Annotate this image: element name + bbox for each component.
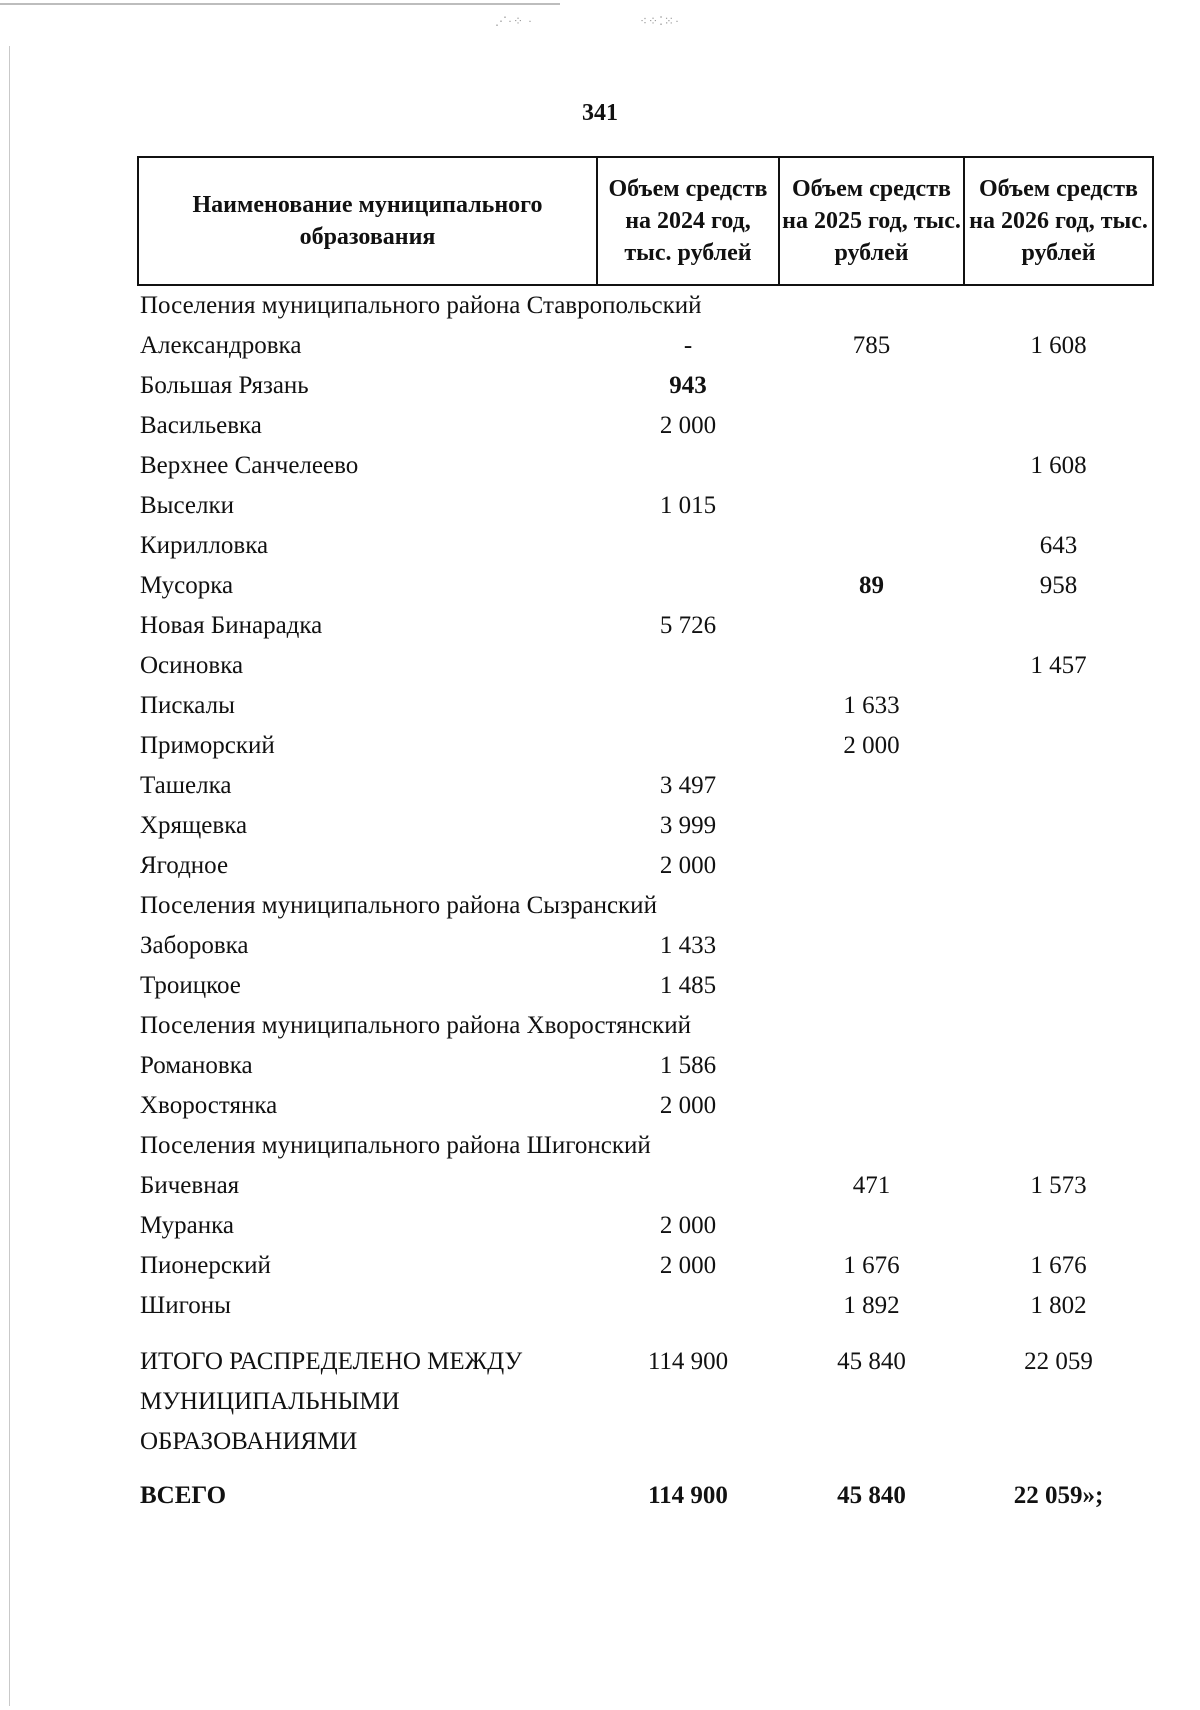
volume-2024 <box>597 446 779 486</box>
volume-2025 <box>779 1046 964 1086</box>
page-number: 341 <box>582 100 618 126</box>
municipality-name: Приморский <box>140 732 275 759</box>
group-heading-row <box>138 285 1153 326</box>
volume-2026 <box>964 846 1153 886</box>
municipality-name: Выселки <box>140 492 234 519</box>
table-row <box>138 446 1153 486</box>
group-heading: Поселения муниципального района Хворостянский <box>140 1012 692 1039</box>
volume-2025 <box>779 806 964 846</box>
volume-2025: 2 000 <box>843 732 900 759</box>
volume-2026: 1 608 <box>1030 452 1087 479</box>
group-heading: Поселения муниципального района Сызранский <box>140 892 657 919</box>
table-row <box>138 686 1153 726</box>
municipality-name: Хрящевка <box>140 812 248 839</box>
municipality-name: Мусорка <box>140 572 234 599</box>
volume-2024: - <box>683 332 693 359</box>
table-row <box>138 846 1153 886</box>
group-heading: Поселения муниципального района Шигонский <box>140 1132 651 1159</box>
volume-2026 <box>964 726 1153 766</box>
table-body <box>138 285 1153 1516</box>
volume-2025 <box>779 846 964 886</box>
total-distributed-2024: 114 900 <box>647 1348 729 1375</box>
volume-2025: 785 <box>852 332 891 359</box>
volume-2026 <box>964 766 1153 806</box>
volume-2026 <box>964 1086 1153 1126</box>
grand-total-2026: 22 059»; <box>1013 1482 1104 1509</box>
volume-2024: 2 000 <box>659 852 717 879</box>
volume-2026: 1 676 <box>1030 1252 1087 1279</box>
total-distributed-2026: 22 059 <box>1024 1348 1093 1375</box>
municipality-name: Шигоны <box>140 1292 231 1319</box>
volume-2024 <box>597 1286 779 1326</box>
group-heading-row <box>138 886 1153 926</box>
volume-2024: 2 000 <box>659 1092 717 1119</box>
table-row <box>138 1286 1153 1326</box>
volume-2025 <box>779 966 964 1006</box>
municipality-name: Большая Рязань <box>140 372 309 399</box>
scan-margin-line <box>9 46 10 1706</box>
municipality-name: Александровка <box>140 332 302 359</box>
volume-2024: 3 497 <box>659 772 717 799</box>
volume-2024 <box>597 1166 779 1206</box>
grand-total-row <box>138 1462 1153 1516</box>
header-volume-2024: Объем средств на 2024 год, тыс. рублей <box>597 157 779 285</box>
volume-2024: 1 586 <box>659 1052 717 1079</box>
grand-total-2025: 45 840 <box>837 1482 906 1509</box>
table-row <box>138 486 1153 526</box>
volume-2025 <box>779 926 964 966</box>
volume-2026 <box>964 486 1153 526</box>
volume-2026: 1 608 <box>1030 332 1087 359</box>
table-row <box>138 1206 1153 1246</box>
volume-2026 <box>964 966 1153 1006</box>
table-row <box>138 766 1153 806</box>
municipality-name: Новая Бинарадка <box>140 612 323 639</box>
municipality-name: Ягодное <box>140 852 229 879</box>
volume-2026: 958 <box>1039 572 1078 599</box>
volume-2024 <box>597 566 779 606</box>
table-row <box>138 406 1153 446</box>
volume-2025: 1 892 <box>843 1292 900 1319</box>
group-heading: Поселения муниципального района Ставропольский <box>140 292 702 319</box>
volume-2024: 2 000 <box>659 1252 717 1279</box>
volume-2025: 1 633 <box>843 692 900 719</box>
volume-2026: 1 573 <box>1030 1172 1087 1199</box>
header-municipality: Наименование муниципального образования <box>138 157 597 285</box>
group-heading-row <box>138 1006 1153 1046</box>
volume-2026: 1 457 <box>1030 652 1087 679</box>
table-row <box>138 1246 1153 1286</box>
total-distributed-label: ИТОГО РАСПРЕДЕЛЕНО МЕЖДУ МУНИЦИПАЛЬНЫМИ ОБРАЗОВАНИЯМИ <box>140 1348 523 1455</box>
volume-2026: 1 802 <box>1030 1292 1087 1319</box>
volume-2025 <box>779 406 964 446</box>
volume-2026 <box>964 1206 1153 1246</box>
volume-2024: 943 <box>669 372 707 399</box>
volume-2026 <box>964 366 1153 406</box>
municipality-name: Муранка <box>140 1212 234 1239</box>
table-row <box>138 366 1153 406</box>
table-row <box>138 606 1153 646</box>
volume-2025 <box>779 486 964 526</box>
table-row <box>138 966 1153 1006</box>
table-row <box>138 1166 1153 1206</box>
volume-2026 <box>964 806 1153 846</box>
volume-2026 <box>964 406 1153 446</box>
volume-2024 <box>597 646 779 686</box>
municipality-name: Романовка <box>140 1052 253 1079</box>
volume-2025 <box>779 606 964 646</box>
volume-2024 <box>597 726 779 766</box>
volume-2025 <box>779 766 964 806</box>
municipality-name: Васильевка <box>140 412 262 439</box>
volume-2024: 1 015 <box>659 492 717 519</box>
scan-noise-mark: ⋰·⁘ · <box>495 14 534 28</box>
total-distributed-2025: 45 840 <box>837 1348 906 1375</box>
scan-noise-mark: ⁖⁘⁚⁙· <box>640 14 680 28</box>
volume-2025: 1 676 <box>843 1252 900 1279</box>
table-row <box>138 326 1153 366</box>
volume-2026 <box>964 926 1153 966</box>
volume-2026 <box>964 606 1153 646</box>
volume-2025 <box>779 446 964 486</box>
municipality-name: Троицкое <box>140 972 241 999</box>
municipality-name: Осиновка <box>140 652 244 679</box>
volume-2025 <box>779 366 964 406</box>
municipality-name: Пискалы <box>140 692 235 719</box>
volume-2025 <box>779 1206 964 1246</box>
total-distributed-row <box>138 1326 1153 1462</box>
volume-2026: 643 <box>1039 532 1078 559</box>
scan-edge-line <box>0 3 560 5</box>
header-volume-2025: Объем средств на 2025 год, тыс. рублей <box>779 157 964 285</box>
table-row <box>138 526 1153 566</box>
volume-2025: 89 <box>859 572 884 599</box>
municipality-name: Бичевная <box>140 1172 240 1199</box>
volume-2025 <box>779 1086 964 1126</box>
municipality-name: Кирилловка <box>140 532 269 559</box>
volume-2025 <box>779 646 964 686</box>
group-heading-row <box>138 1126 1153 1166</box>
volume-2024 <box>597 686 779 726</box>
volume-2024: 2 000 <box>659 1212 717 1239</box>
municipality-name: Верхнее Санчелеево <box>140 452 359 479</box>
table-row <box>138 646 1153 686</box>
volume-2025: 471 <box>852 1172 891 1199</box>
municipality-name: Ташелка <box>140 772 232 799</box>
table-row <box>138 806 1153 846</box>
volume-2025 <box>779 526 964 566</box>
table-row <box>138 926 1153 966</box>
volume-2024: 5 726 <box>659 612 717 639</box>
volume-2026 <box>964 686 1153 726</box>
table-row <box>138 1086 1153 1126</box>
volume-2024 <box>597 526 779 566</box>
grand-total-2024: 114 900 <box>648 1482 728 1509</box>
municipality-name: Заборовка <box>140 932 249 959</box>
table-header-row <box>138 157 1153 285</box>
volume-2024: 1 433 <box>659 932 717 959</box>
table-row <box>138 1046 1153 1086</box>
municipality-name: Пионерский <box>140 1252 271 1279</box>
table-row <box>138 566 1153 606</box>
volume-2024: 3 999 <box>659 812 717 839</box>
allocation-table <box>137 156 1154 1516</box>
header-volume-2026: Объем средств на 2026 год, тыс. рублей <box>964 157 1153 285</box>
volume-2024: 2 000 <box>659 412 717 439</box>
grand-total-label: ВСЕГО <box>140 1482 227 1509</box>
table-row <box>138 726 1153 766</box>
municipality-name: Хворостянка <box>140 1092 278 1119</box>
volume-2024: 1 485 <box>659 972 717 999</box>
volume-2026 <box>964 1046 1153 1086</box>
